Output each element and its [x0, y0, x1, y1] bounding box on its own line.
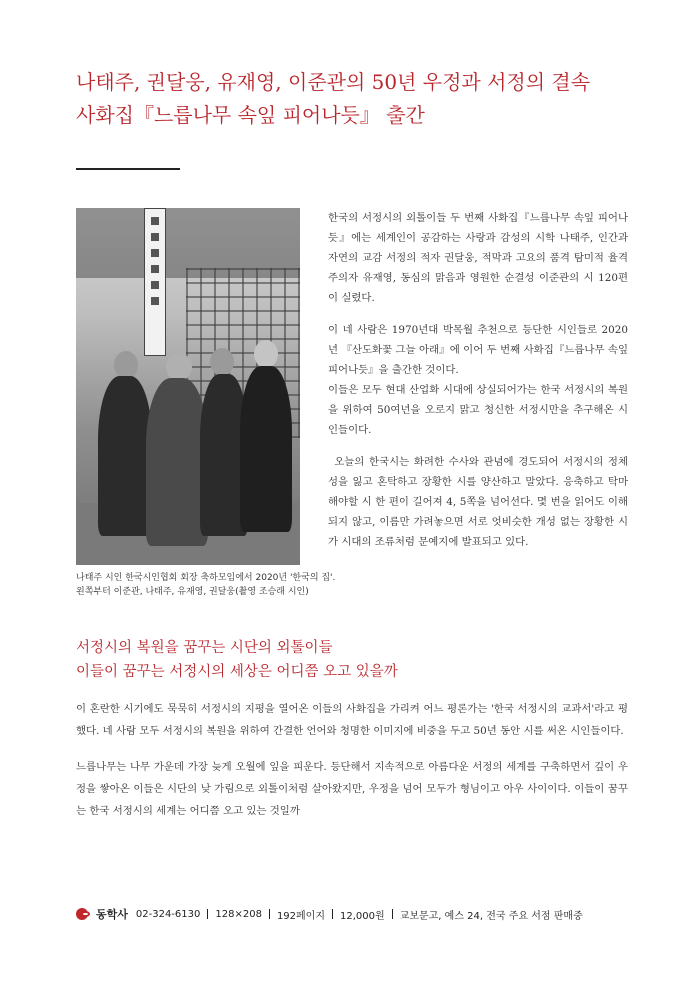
book-pages: 192페이지	[276, 910, 326, 922]
footer-divider	[269, 909, 270, 919]
footer-divider	[207, 909, 208, 919]
footer-divider	[332, 909, 333, 919]
photo-person-head	[114, 351, 138, 379]
photo-hanging-sign	[144, 208, 166, 356]
intro-paragraph: 오늘의 한국시는 화려한 수사와 관념에 경도되어 서정시의 정체성을 잃고 혼탁하고 장황한 시를 양산하고 말았다. 응축하고 탁마해야할 시 한 편이 길어져 4, 5쪽을 넘어선다. 몇 번을 읽어도 이해되지 않고, 이름만 가려놓으면 서로 엇비슷한 개성 없는 장황한 시가 시대의 조류처럼 문예지에 발표되고 있다.	[328, 456, 628, 548]
photo-caption	[76, 571, 336, 599]
photo-person-head	[166, 353, 192, 381]
title-divider	[76, 168, 180, 170]
section-paragraph: 느릅나무는 나무 가운데 가장 늦게 오월에 잎을 피운다. 등단해서 지속적으로 아름다운 서정의 세계를 구축하면서 깊이 우정을 쌓아온 이들은 시단의 낮 가림으로 외톨이처럼 살아왔지만, 우정을 넘어 모두가 형님이고 아우 사이이다. 이들이 꿈꾸는 한국 서정시의 세계는 어디쯤 오고 있는 것일까	[76, 761, 628, 817]
photo-person-4	[240, 366, 292, 532]
book-price: 12,000원	[340, 910, 385, 922]
intro-paragraph: 한국의 서정시의 외톨이들 두 번째 사화집『느릅나무 속잎 피어나듯』에는 세계인이 공감하는 사랑과 감성의 시학 나태주, 인간과 자연의 교감 서정의 적자 권달웅, 적막과 고요의 품격 탐미적 율격주의자 유재영, 동심의 맑음과 영원한 순결성 이준관의 시 120편이 실렸다.	[328, 212, 628, 304]
section-heading-line-2: 이들이 꿈꾸는 서정시의 세상은 어디쯤 오고 있을까	[76, 664, 398, 680]
title-line-2: 사화집『느릅나무 속잎 피어나듯』 출간	[76, 103, 425, 127]
publisher-logo-icon	[76, 907, 92, 921]
photo-person-1	[98, 376, 152, 536]
section-paragraph: 이 혼란한 시기에도 묵묵히 서정시의 지평을 열어온 이들의 사화집을 가리켜 어느 평론가는 '한국 서정시의 교과서'라고 평했다. 네 사람 모두 서정시의 복원을 위하여 간결한 언어와 청명한 이미지에 비중을 두고 50년 동안 시를 써온 시인들이다.	[76, 703, 628, 737]
publisher-name: 동학사	[96, 908, 128, 921]
section-text	[76, 698, 628, 836]
publisher-phone: 02-324-6130	[135, 908, 201, 920]
book-size: 128×208	[215, 908, 262, 920]
section-heading-line-1: 서정시의 복원을 꿈꾸는 시단의 외톨이들	[76, 640, 333, 656]
intro-text	[328, 208, 628, 564]
photo-person-head	[254, 340, 278, 368]
group-photo	[76, 208, 300, 565]
section-heading	[76, 636, 636, 684]
title-line-1: 나태주, 권달웅, 유재영, 이준관의 50년 우정과 서정의 결속	[76, 70, 591, 94]
photo-person-head	[210, 348, 234, 376]
intro-paragraph: 이들은 모두 현대 산업화 시대에 상실되어가는 한국 서정시의 복원을 위하여 50여년을 오로지 맑고 청신한 서정시만을 추구해온 시인들이다.	[328, 384, 628, 436]
intro-paragraph: 이 네 사람은 1970년대 박목월 추천으로 등단한 시인들로 2020년 『산도화꽃 그늘 아래』에 이어 두 번째 사화집『느릅나무 속잎 피어나듯』을 출간한 것이다.	[328, 324, 628, 376]
caption-line-1: 나태주 시인 한국시인협회 회장 축하모임에서 2020년 '한국의 집'.	[76, 573, 336, 583]
footer-divider	[392, 909, 393, 919]
caption-line-2: 왼쪽부터 이준관, 나태주, 유재영, 권달웅(촬영 조승래 시인)	[76, 587, 309, 597]
book-info-footer	[76, 903, 636, 925]
page-title	[76, 66, 636, 132]
book-stores: 교보문고, 예스 24, 전국 주요 서점 판매중	[399, 910, 583, 922]
photo-person-2	[146, 378, 208, 546]
